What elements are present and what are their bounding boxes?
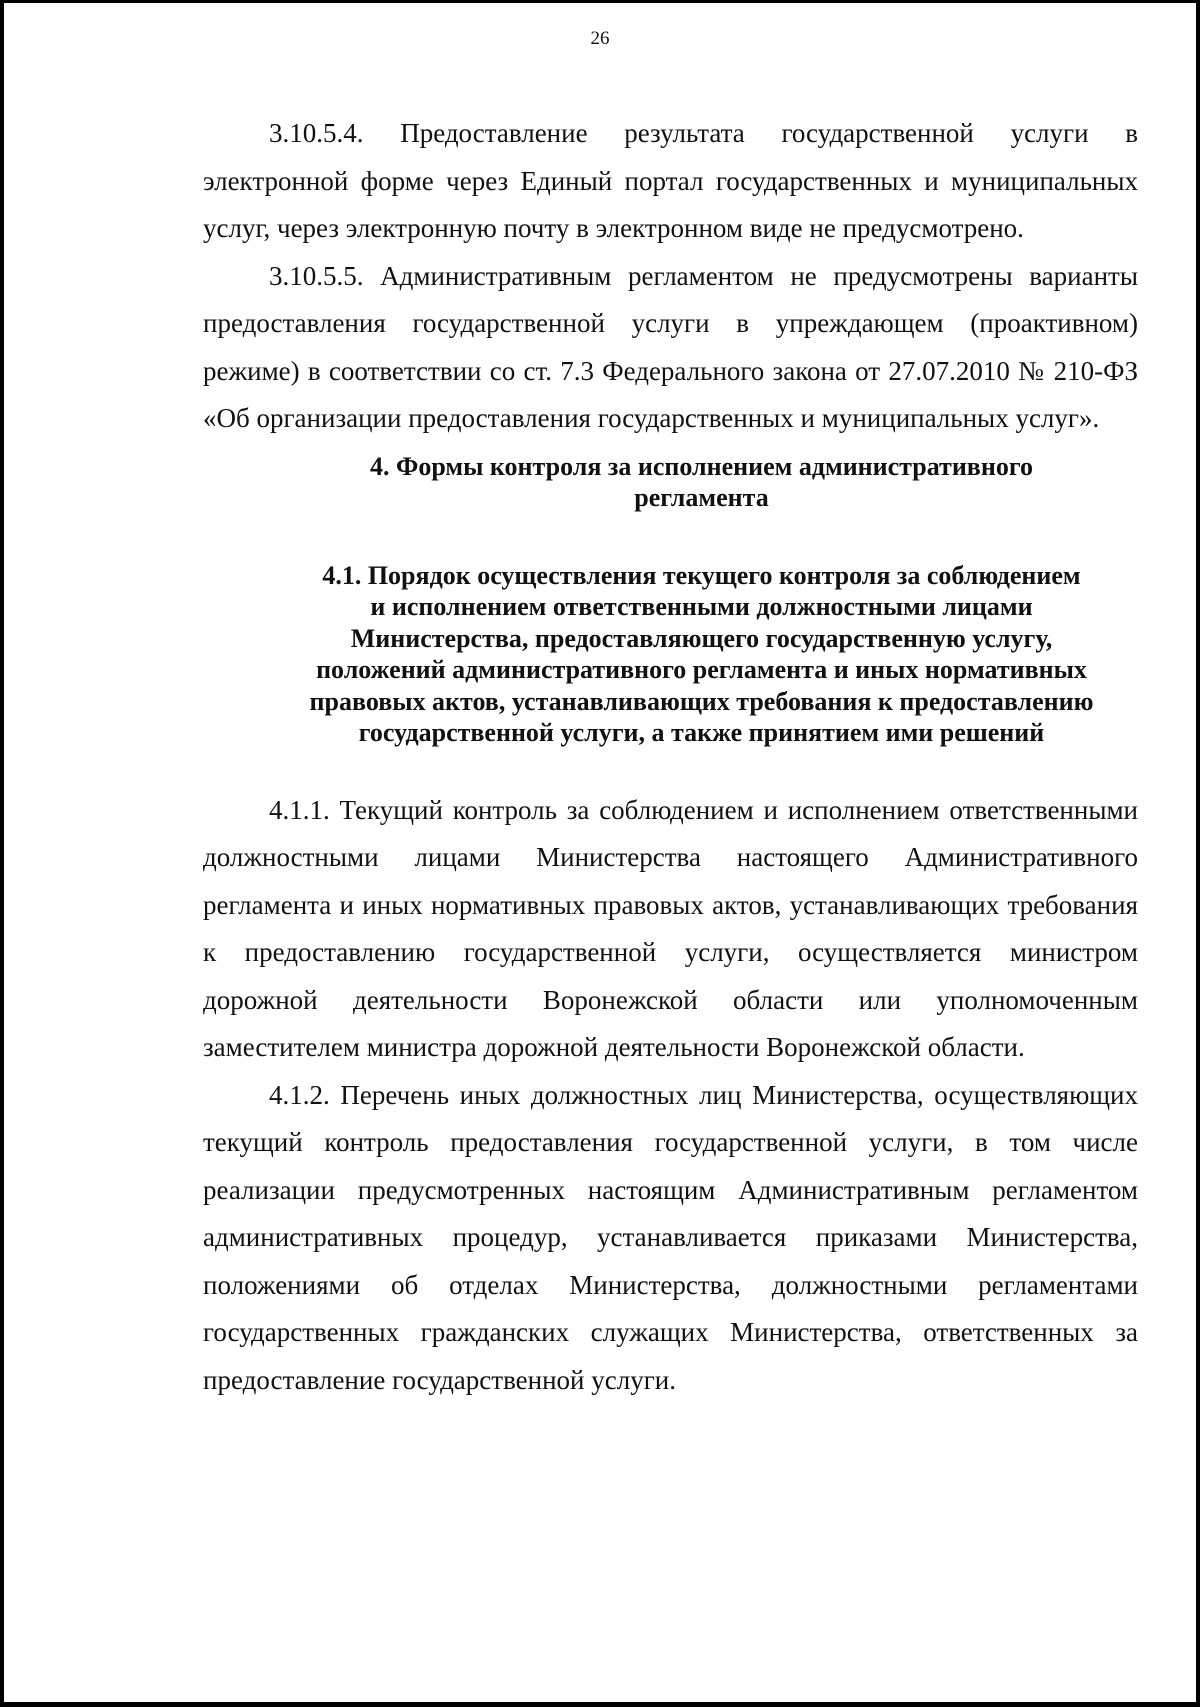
paragraph-3-10-5-4: 3.10.5.4. Предоставление результата государственной услуги в электронной форме через Единый портал государственных и муниципальных услуг, через электронную почту в электронном виде не предусмотрено. [203,118,1138,243]
page-border-right [1196,0,1200,1707]
heading-line: 4. Формы контроля за исполнением административного [370,451,1033,481]
page-number: 26 [590,28,610,49]
heading-line: 4.1. Порядок осуществления текущего контроля за соблюдением [322,560,1081,590]
section-4-1-heading [203,560,1138,749]
heading-line: Министерства, предоставляющего государственную услугу, [350,623,1053,653]
heading-line: положений административного регламента и иных нормативных [316,655,1087,684]
heading-line: государственной услуги, а также принятием ими решений [358,718,1045,747]
page-border-top [0,0,1200,3]
section-4-heading [203,451,1138,514]
page-border-bottom [0,1702,1200,1707]
heading-line: и исполнением ответственными должностными лицами [370,592,1033,621]
document-body [203,110,1138,1404]
page-border-left [0,0,4,1707]
paragraph-3-10-5-5: 3.10.5.5. Административным регламентом не предусмотрены варианты предоставления государственной услуги в упреждающем (проактивном) режиме) в соответствии со ст. 7.3 Федерального закона от 27.07.2010 № 210-ФЗ «Об организации предоставления государственных и муниципальных услуг». [203,260,1138,433]
paragraph-4-1-1: 4.1.1. Текущий контроль за соблюдением и исполнением ответственными должностными лицами Министерства настоящего Административного регламента и иных нормативных правовых актов, устанавливающих требования к предоставлению государственной услуги, осуществляется министром дорожной деятельности Воронежской области или уполномоченным заместителем министра дорожной деятельности Воронежской области. [203,794,1138,1062]
paragraph-4-1-2: 4.1.2. Перечень иных должностных лиц Министерства, осуществляющих текущий контроль предоставления государственной услуги, в том числе реализации предусмотренных настоящим Административным регламентом административных процедур, устанавливается приказами Министерства, положениями об отделах Министерства, должностными регламентами государственных гражданских служащих Министерства, ответственных за предоставление государственной услуги. [203,1079,1138,1395]
heading-line: регламента [634,483,769,512]
heading-line: правовых актов, устанавливающих требования к предоставлению [309,686,1094,716]
